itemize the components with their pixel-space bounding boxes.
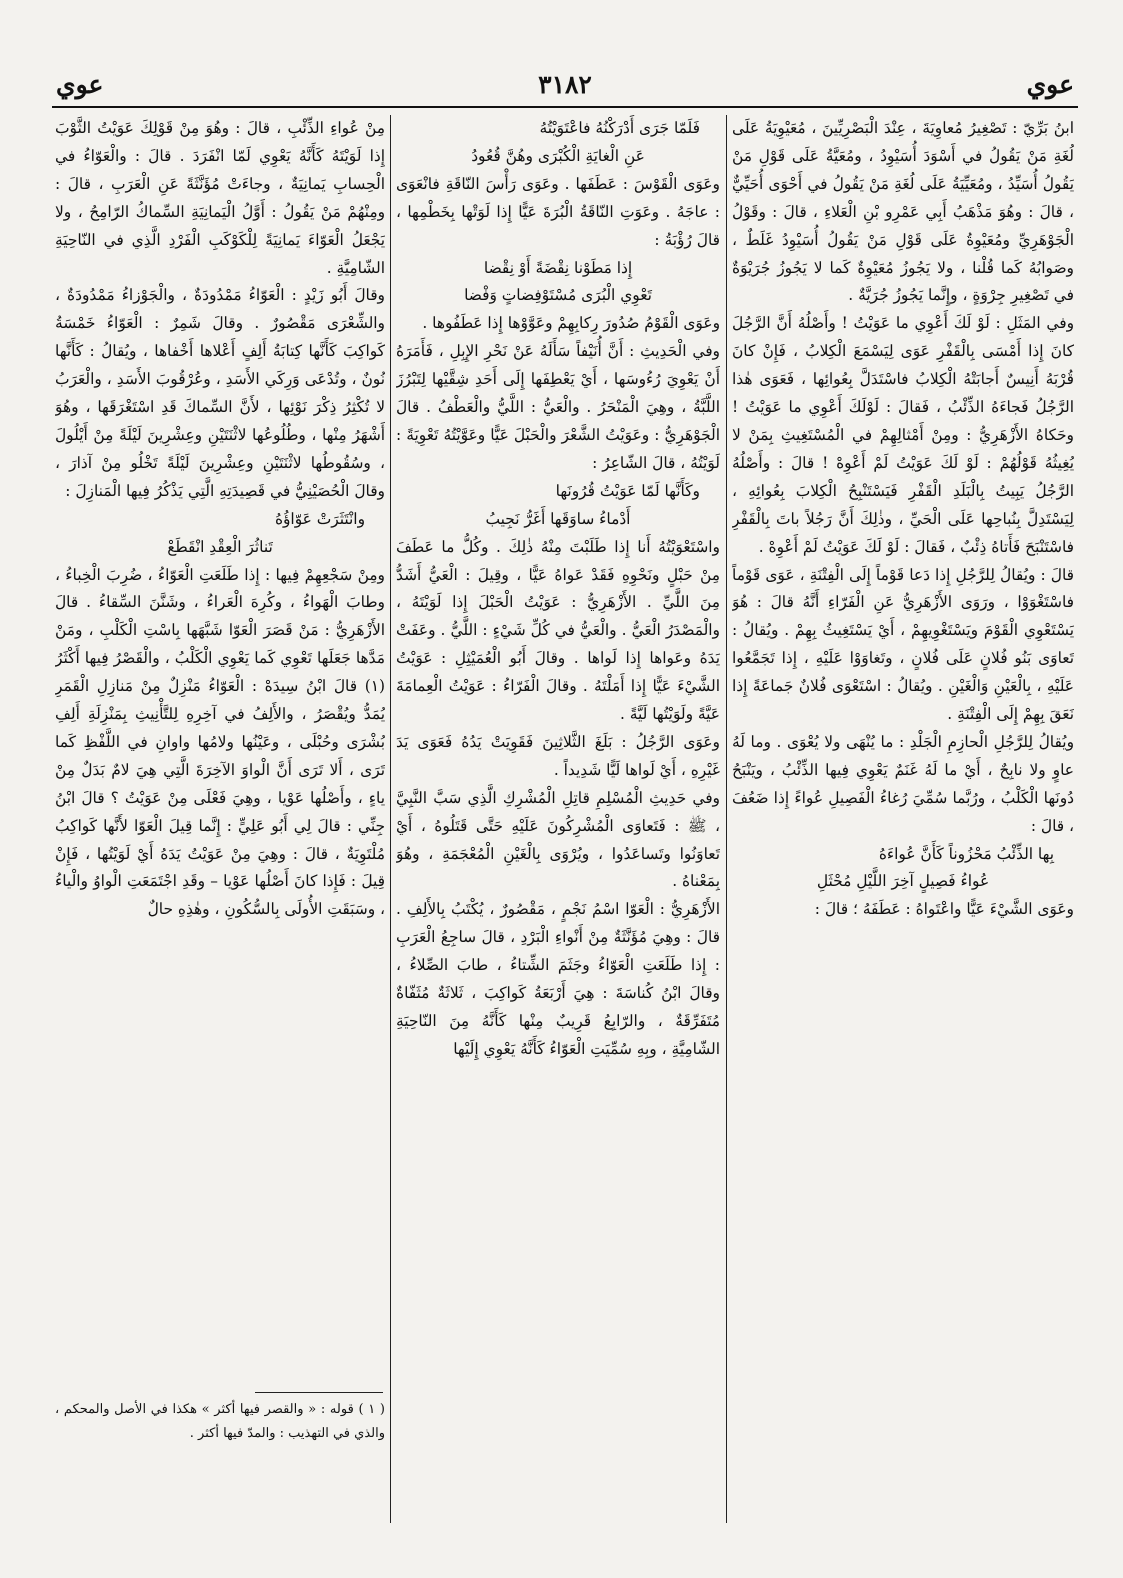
paragraph: وفي حَدِيثِ الْمُسْلِمِ قاتِلِ الْمُشْرِكِ الَّذِي سَبَّ النَّبِيَّ ، ﷺ : فَتَعاوَى الْمُشْرِكُونَ عَلَيْهِ حَتَّى قَتَلُوهُ ، أَيْ تَعاوَنُوا وتَساعَدُوا ، ويُرْوَى بِالْغَيْنِ الْمُعْجَمَةِ ، وهُوَ بِمَعْناهُ . — [396, 788, 720, 891]
paragraph: وعَوَى الْقَوْسَ : عَطَفَها . وعَوَى رَأْسَ النّاقَةِ فانْعَوَى : عاجَهُ . وعَوَتِ النّاقَةُ الْبُرَةَ عَيًّا إِذا لَوَتْها بِخَطْمِها ، قالَ رُؤْبَةُ : — [396, 174, 720, 249]
paragraph: وقالَ أَبُو زَيْدٍ : الْعَوّاءُ مَمْدُودَةٌ ، والْجَوْزاءُ مَمْدُودَةٌ ، والشِّعْرَى مَقْصُورٌ . وقالَ شَمِرٌ : الْعَوّاءُ خَمْسَةُ كَواكِبَ كَأَنَّها كِتابَةُ أَلِفٍ أَعْلاها أَخْفاها ، ويُقالُ : كَأَنَّها نُونٌ ، وتُدْعَى وَرِكَي الأَسَدِ ، وعُرْقُوبَ الأَسَدِ ، والْعَرَبُ لا تُكْثِرُ ذِكْرَ نَوْئِها ، لأَنَّ السِّماكَ قَدِ اسْتَغْرَقَها ، وهُوَ أَشْهَرُ مِنْها ، وطُلُوعُها لاثْنَتَيْنِ وعِشْرِينَ لَيْلَةً مِنْ أَيْلُولَ ، وسُقُوطُها لاثْنَتَيْنِ وعِشْرِينَ لَيْلَةً تَخْلُو مِنْ آذارَ ، وقالَ الْحُصَيْنِيُّ في قَصِيدَتِهِ الَّتِي يَذْكُرُ فِيها الْمَنازِلَ : — [55, 286, 385, 500]
paragraph: قالَ : ويُقالُ لِلرَّجُلِ إِذا دَعا قَوْماً إِلَى الْفِتْنَةِ ، عَوَى قَوْماً فاسْتَغْوَوْا ، ورَوَى الأَزْهَرِيُّ عَنِ الْفَرّاءِ أَنَّهُ قالَ : هُوَ يَسْتَعْوِي الْقَوْمَ ويَسْتَغْوِيهِمْ ، أَيْ يَسْتَغِيثُ بِهِمْ . ويُقالُ : تَعاوَى بَنُو فُلانٍ عَلَى فُلانٍ ، وتَغاوَوْا عَلَيْهِ ، إِذا تَجَمَّعُوا عَلَيْهِ ، بِالْعَيْنِ وَالْغَيْنِ . ويُقالُ : اسْتَعْوَى فُلانٌ جَماعَةً إِذا نَعَقَ بِهِمْ إِلَى الْفِتْنَةِ . — [732, 565, 1074, 724]
header-left-headword: عوي — [56, 70, 104, 99]
paragraph: وعَوَى الْقَوْمُ صُدُورَ رِكابِهِمْ وعَوَّوْها إِذا عَطَفُوها . — [422, 314, 720, 333]
paragraph: الأَزْهَرِيُّ : الْعَوّا اسْمُ نَجْمٍ ، مَقْصُورٌ ، يُكْتَبُ بِالأَلِفِ . قالَ : وهِيَ مُؤَنَّثَةٌ مِنْ أَنْواءِ الْبَرْدِ ، قالَ ساجِعُ الْعَرَبِ : إِذا طَلَعَتِ الْعَوّاءُ وجَثَمَ الشِّتاءُ ، طابَ الصِّلاءُ ، وقالَ ابْنُ كُناسَةَ : هِيَ أَرْبَعَةُ كَواكِبَ ، ثَلاثَةٌ مُثَفّاةٌ مُتَفَرِّقَةٌ ، والرّابِعُ قَرِيبٌ مِنْها كَأَنَّهُ مِنَ النّاحِيَةِ الشّامِيَّةِ ، وبِهِ سُمِّيَتِ الْعَوّاءُ كَأَنَّهُ يَعْوِي إِلَيْها — [396, 900, 720, 1058]
verse-line: تَعْوِي الْبُرَى مُسْتَوْفِضاتٍ وَفْضا — [464, 286, 652, 305]
verse-line: وكَأَنَّها لَمّا عَوَيْتُ قُرُونَها — [555, 481, 700, 500]
column-right — [732, 115, 1074, 1523]
page-header — [52, 66, 1078, 106]
verse-line: إِذا مَطَوْنا نِقْضَةً أَوْ نِقْضا — [483, 258, 633, 277]
paragraph: وفي الْحَدِيثِ : أَنَّ أُنَيْفاً سَأَلَهُ عَنْ نَحْرِ الإِبِلِ ، فَأَمَرَهُ أَنْ يَعْوِيَ رُءُوسَها ، أَيْ يَعْطِفَها إِلَى أَحَدِ شِقَّيْها لِتَبْرُزَ اللَّبَّةُ ، وهِيَ الْمَنْحَرُ . والْعَيُّ : اللَّيُّ والْعَطْفُ . قالَ الْجَوْهَرِيُّ : وعَوَيْتُ الشَّعْرَ والْحَبْلَ عَيًّا وعَوَّيْتُهُ تَعْوِيَةً : لَوَيْتُهُ ، قالَ الشّاعِرُ : — [396, 342, 720, 472]
page-number: ٣١٨٢ — [538, 70, 592, 99]
header-rule — [52, 106, 1078, 108]
column-middle — [396, 115, 720, 1523]
column-left — [55, 115, 385, 1385]
column-divider — [726, 115, 727, 1523]
paragraph: وعَوَى الرَّجُلُ : بَلَغَ الثَّلاثِينَ فَقَوِيَتْ يَدُهُ فَعَوَى يَدَ غَيْرِهِ ، أَيْ لَواها لَيًّا شَدِيداً . — [396, 732, 720, 779]
paragraph: واسْتَعْوَيْتُهُ أَنا إِذا طَلَبْتَ مِنْهُ ذٰلِكَ . وكُلُّ ما عَطَفَ مِنْ حَبْلٍ ونَحْوِهِ فَقَدْ عَواهُ عَيًّا ، وقِيلَ : الْعَيُّ أَشَدُّ مِنَ اللَّيِّ . الأَزْهَرِيُّ : عَوَيْتُ الْحَبْلَ إِذا لَوَيْتَهُ ، والْمَصْدَرُ الْعَيُّ . والْعَيُّ في كُلِّ شَيْءٍ : اللَّيُّ . وعَفَتْ يَدَهُ وعَواها إِذا لَواها . وقالَ أَبُو الْعُمَيْثِلِ : عَوَيْتُ الشَّيْءَ عَيًّا إِذا أَمَلْتَهُ . وقالَ الْفَرّاءُ : عَوَيْتُ الْعِمامَةَ عَيَّةً ولَوَيْتُها لَيَّةً . — [396, 537, 720, 724]
paragraph: وفي المَثَلِ : لَوْ لَكَ أَعْوِي ما عَوَيْتُ ! وأَصْلُهُ أَنَّ الرَّجُلَ كانَ إِذا أَمْسَى بِالْقَفْرِ عَوَى لِيَسْمَعَ الْكِلابُ ، فَإِنْ كانَ قُرْبَهُ أَنِيسٌ أَجابَتْهُ الْكِلابُ فاسْتَدَلَّ بِعُوائِها ، فَعَوَى هٰذا الرَّجُلُ فَجاءَهُ الذِّئْبُ ، فَقالَ : لَوْلَكَ أَعْوِي ما عَوَيْتُ ! وحَكاهُ الأَزْهَرِيُّ : ومِنْ أَمْثالِهِمْ في الْمُسْتَغِيثِ بِمَنْ لا يُغِيثُهُ قَوْلُهُمْ : لَوْ لَكَ عَوَيْتُ لَمْ أَعْوِهْ ! قالَ : وأَصْلُهُ الرَّجُلُ يَبِيتُ بِالْبَلَدِ الْقَفْرِ فَيَسْتَنْبِحُ الْكِلابَ بِعُوائِهِ ، لِيَسْتَدِلَّ بِنُباحِها عَلَى الْحَيِّ ، وذٰلِكَ أَنَّ رَجُلاً باتَ بِالْقَفْرِ فاسْتَنْبَحَ فَأَتاهُ ذِئْبٌ ، فَقالَ : لَوْ لَكَ عَوَيْتُ لَمْ أَعْوِهْ . — [732, 314, 1074, 556]
verse-line: أَدْماءُ ساوَقَها أَغَرُّ نَجِيبُ — [485, 509, 631, 528]
verse-line: عُواءُ فَصِيلٍ آخِرَ اللَّيْلِ مُحْثَلِ — [816, 872, 990, 891]
header-right-headword: عوي — [1026, 70, 1074, 99]
verse-line: فَلَمّا جَرَى أَدْرَكْنُهُ فاعْتَوَيْتُهُ — [539, 119, 700, 137]
footnote-rule — [255, 1392, 383, 1393]
paragraph: ومِنْ سَجْعِهِمْ فِيها : إِذا طَلَعَتِ الْعَوّاءُ ، ضُرِبَ الْخِباءُ ، وطابَ الْهَواءُ ، وكُرِهَ الْعَراءُ ، وشَنَّنَ السِّقاءُ . قالَ الأَزْهَرِيُّ : مَنْ قَصَرَ الْعَوّا شَبَّهَها بِاسْتِ الْكَلْبِ ، ومَنْ مَدَّها جَعَلَها تَعْوِي كَما يَعْوِي الْكَلْبُ ، والْقَصْرُ فِيها أَكْثَرُ (١) قالَ ابْنُ سِيدَهْ : الْعَوّاءُ مَنْزِلٌ مِنْ مَنازِلِ الْقَمَرِ يُمَدُّ ويُقْصَرُ ، والأَلِفُ في آخِرِهِ لِلتَّأْنِيثِ بِمَنْزِلَةِ أَلِفِ بُشْرَى وحُبْلَى ، وعَيْنُها ولامُها واوانِ في اللَّفْظِ كَما تَرَى ، أَلا تَرَى أَنَّ الْواوَ الآخِرَةَ الَّتِي هِيَ لامٌ بَدَلٌ مِنْ ياءٍ ، وأَصْلُها عَوْيا ، وهِيَ فَعْلَى مِنْ عَوَيْتُ ؟ قالَ ابْنُ جِنِّي : قالَ لِي أَبُو عَلِيٍّ : إِنَّما قِيلَ الْعَوّا لأَنَّها كَواكِبُ مُلْتَوِيَةٌ ، قالَ : وهِيَ مِنْ عَوَيْتُ يَدَهُ أَيْ لَوَيْتُها ، فَإِنْ قِيلَ : فَإِذا كانَ أَصْلُها عَوْيا – وقَدِ اجْتَمَعَتِ الْواوُ والْياءُ ، وسَبَقَتِ الأُولَى بِالسُّكُونِ ، وهٰذِهِ حالٌ — [55, 565, 385, 919]
footnote: ( ١ ) قوله : « والقصر فيها أكثر » هكذا في الأصل والمحكم ، والذي في التهذيب : والمدّ فيها أكثر . — [55, 1402, 385, 1441]
verse-line: وانْتَثَرَتْ عَوّاؤُهُ — [274, 509, 365, 528]
verse-line: بِها الذِّئْبُ مَحْزُوناً كَأَنَّ عُواءَهُ — [878, 844, 1054, 863]
column-divider — [390, 115, 391, 1523]
verse-line: تَناثُرَ الْعِقْدِ انْقَطَعْ — [167, 537, 273, 556]
verse-line: عَنِ الْغايَةِ الْكُبْرَى وهُنَّ قُعُودُ — [471, 146, 645, 165]
paragraph: ويُقالُ لِلرَّجُلِ الْحازِمِ الْجَلْدِ : ما يُنْهَى ولا يُعْوَى . وما لَهُ عاوٍ ولا نابِحٌ ، أَيْ ما لَهُ غَنَمٌ يَعْوِي فِيها الذِّئْبُ ، ويَنْبَحُ دُونَها الْكَلْبُ ، ورُبَّما سُمِّيَ رُغاءُ الْفَصِيلِ عُواءً إِذا ضَعُفَ ، قالَ : — [732, 732, 1074, 835]
paragraph: وعَوَى الشَّيْءَ عَيًّا واعْتَواهُ : عَطَفَهُ ؛ قالَ : — [814, 900, 1074, 919]
paragraph: مِنْ عُواءِ الذِّئْبِ ، قالَ : وهُوَ مِنْ قَوْلِكَ عَوَيْتُ الثَّوْبَ إِذا لَوَيْتَهُ كَأَنَّهُ يَعْوِي لَمّا انْفَرَدَ . قالَ : والْعَوّاءُ في الْحِسابِ يَمانِيَةٌ ، وجاءَتْ مُؤَنَّثَةً عَنِ الْعَرَبِ ، قالَ : ومِنْهُمْ مَنْ يَقُولُ : أَوَّلُ الْيَمانِيَةِ السِّماكُ الرّامِحُ ، ولا يَجْعَلُ الْعَوّاءَ يَمانِيَةً لِلْكَوْكَبِ الْفَرْدِ الَّذِي في النّاحِيَةِ الشّامِيَّةِ . — [55, 119, 385, 277]
paragraph: ابنُ بَرِّيّ : تَصْغِيرُ مُعاوِيَةَ ، عِنْدَ الْبَصْرِيِّينَ ، مُعَيْوِيَةُ عَلَى لُغَةِ مَنْ يَقُولُ في أَسْوَدَ أُسَيْوِدُ ، ومُعَيَّةُ عَلَى قَوْلِ مَنْ يَقُولُ أُسَيِّدُ ، ومُعَيِّيَةُ عَلَى لُغَةِ مَنْ يَقُولُ في أَحْوَى أُحَيِّيٌّ ، قالَ : وهُوَ مَذْهَبُ أَبِي عَمْرِو بْنِ الْعَلاءِ ، قالَ : وقَوْلُ الْجَوْهَرِيِّ ومُعَيْوِةُ عَلَى قَوْلِ مَنْ يَقُولُ أُسَيْوِدُ غَلَطٌ ، وصَوابُهُ كَما قُلْنا ، ولا يَجُوزُ مُعَيْوِةٌ كَما لا يَجُوزُ جُرَيْوَةٌ في تَصْغِيرِ جِرْوَةٍ ، وإِنَّما يَجُوزُ جُرَيَّةٌ . — [732, 119, 1074, 305]
